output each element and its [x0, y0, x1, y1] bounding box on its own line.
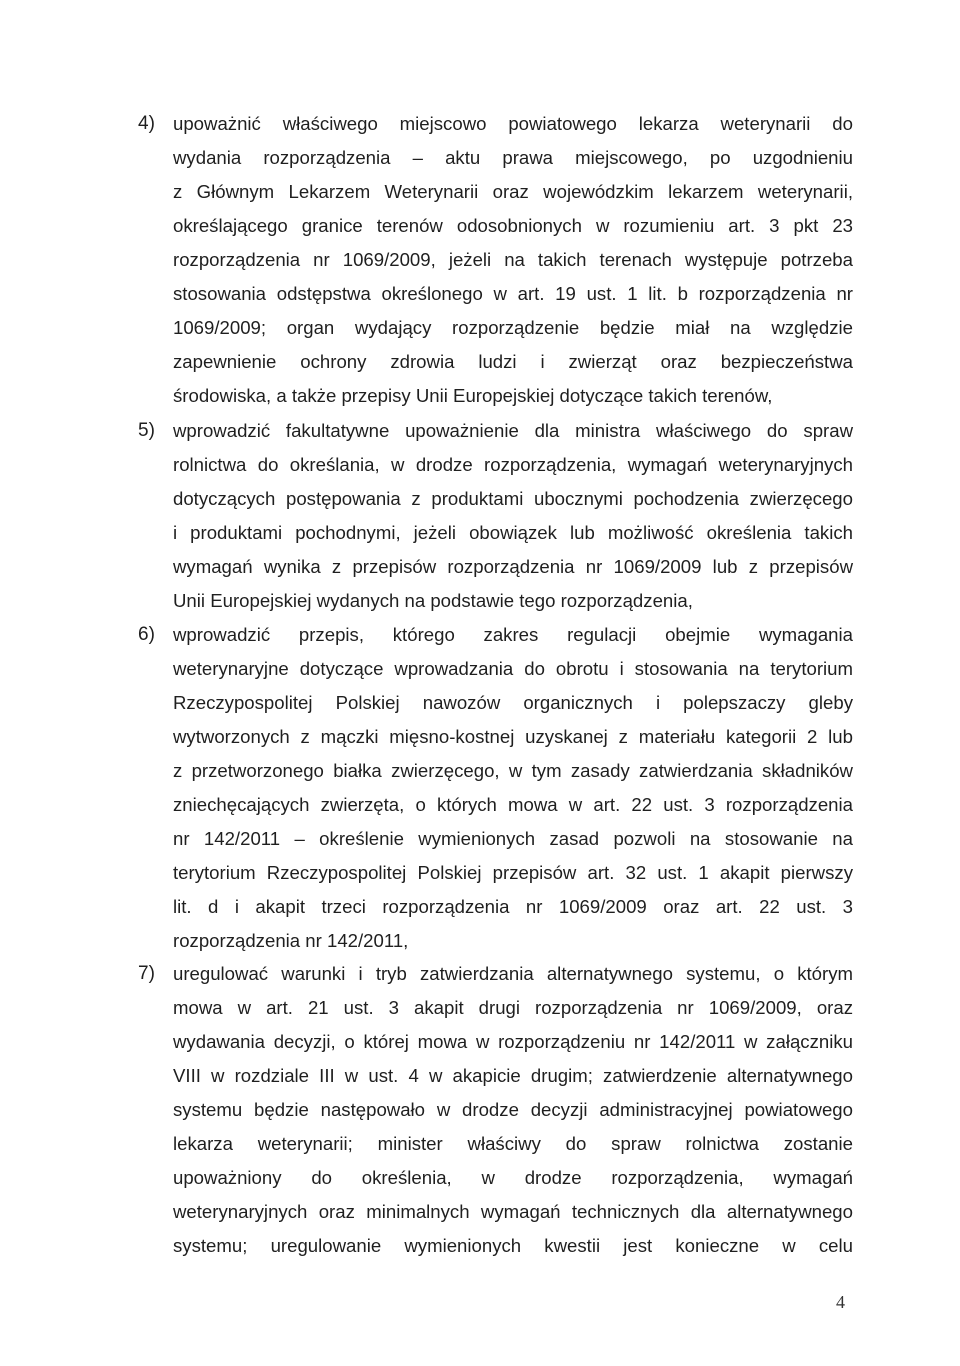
text-line: wprowadzić przepis, którego zakres regulacji obejmie wymagania [173, 623, 853, 645]
text-line: i produktami pochodnymi, jeżeli obowiązek lub możliwość określenia takich [173, 521, 853, 543]
item-text [173, 618, 853, 958]
text-line: stosowania odstępstwa określonego w art. 19 ust. 1 lit. b rozporządzenia nr [173, 283, 853, 305]
text-line: rolnictwa do określania, w drodze rozporządzenia, wymagań weterynaryjnych [173, 453, 853, 475]
text-line: rozporządzenia nr 1069/2009, jeżeli na takich terenach występuje potrzeba [173, 249, 853, 271]
text-line: VIII w rozdziale III w ust. 4 w akapicie drugim; zatwierdzenie alternatywnego [173, 1065, 853, 1087]
text-line: z Głównym Lekarzem Weterynarii oraz wojewódzkim lekarzem weterynarii, [173, 181, 853, 203]
text-line: dotyczących postępowania z produktami ubocznymi pochodzenia zwierzęcego [173, 487, 853, 509]
text-line: lit. d i akapit trzeci rozporządzenia nr 1069/2009 oraz art. 22 ust. 3 [173, 895, 853, 917]
text-line: określającego granice terenów odosobnionych w rozumieniu art. 3 pkt 23 [173, 215, 853, 237]
text-line: środowiska, a także przepisy Unii Europejskiej dotyczące takich terenów, [173, 385, 773, 407]
item-text [173, 107, 853, 413]
text-line: terytorium Rzeczypospolitej Polskiej przepisów art. 32 ust. 1 akapit pierwszy [173, 861, 853, 883]
item-number: 4) [138, 113, 155, 134]
item-number: 7) [138, 963, 155, 984]
text-line: weterynaryjne dotyczące wprowadzania do obrotu i stosowania na terytorium [173, 657, 853, 679]
text-line: wydania rozporządzenia – aktu prawa miejscowego, po uzgodnieniu [173, 147, 853, 169]
text-line: zapewnienie ochrony zdrowia ludzi i zwierząt oraz bezpieczeństwa [173, 351, 853, 373]
text-line: systemu będzie następowało w drodze decyzji administracyjnej powiatowego [173, 1099, 853, 1121]
text-line: systemu; uregulowanie wymienionych kwestii jest konieczne w celu [173, 1235, 853, 1257]
item-text [173, 957, 853, 1263]
text-line: Unii Europejskiej wydanych na podstawie tego rozporządzenia, [173, 589, 693, 611]
text-line: weterynaryjnych oraz minimalnych wymagań technicznych dla alternatywnego [173, 1201, 853, 1223]
page-number: 4 [836, 1292, 845, 1312]
text-line: uregulować warunki i tryb zatwierdzania alternatywnego systemu, o którym [173, 963, 853, 984]
item-text [173, 414, 853, 618]
text-line: wydawania decyzji, o której mowa w rozporządzeniu nr 142/2011 w załączniku [173, 1031, 853, 1053]
text-line: z przetworzonego białka zwierzęcego, w tym zasady zatwierdzania składników [173, 759, 853, 781]
text-line: wytworzonych z mączki mięsno-kostnej uzyskanej z materiału kategorii 2 lub [173, 725, 853, 747]
text-line: 1069/2009; organ wydający rozporządzenie będzie miał na względzie [173, 317, 853, 339]
item-number: 6) [138, 623, 155, 645]
text-line: Rzeczypospolitej Polskiej nawozów organicznych i polepszaczy gleby [173, 691, 853, 713]
text-line: mowa w art. 21 ust. 3 akapit drugi rozporządzenia nr 1069/2009, oraz [173, 997, 853, 1019]
item-number: 5) [138, 419, 155, 441]
text-line: nr 142/2011 – określenie wymienionych zasad pozwoli na stosowanie na [173, 827, 853, 849]
text-line: lekarza weterynarii; minister właściwy do spraw rolnictwa zostanie [173, 1133, 853, 1155]
text-line: upoważniony do określenia, w drodze rozporządzenia, wymagań [173, 1167, 853, 1189]
text-line: wprowadzić fakultatywne upoważnienie dla ministra właściwego do spraw [173, 419, 853, 441]
text-line: zniechęcających zwierzęta, o których mowa w art. 22 ust. 3 rozporządzenia [173, 793, 853, 815]
text-line: wymagań wynika z przepisów rozporządzenia nr 1069/2009 lub z przepisów [173, 555, 853, 577]
text-line: upoważnić właściwego miejscowo powiatowego lekarza weterynarii do [173, 113, 853, 134]
text-line: rozporządzenia nr 142/2011, [173, 929, 409, 951]
